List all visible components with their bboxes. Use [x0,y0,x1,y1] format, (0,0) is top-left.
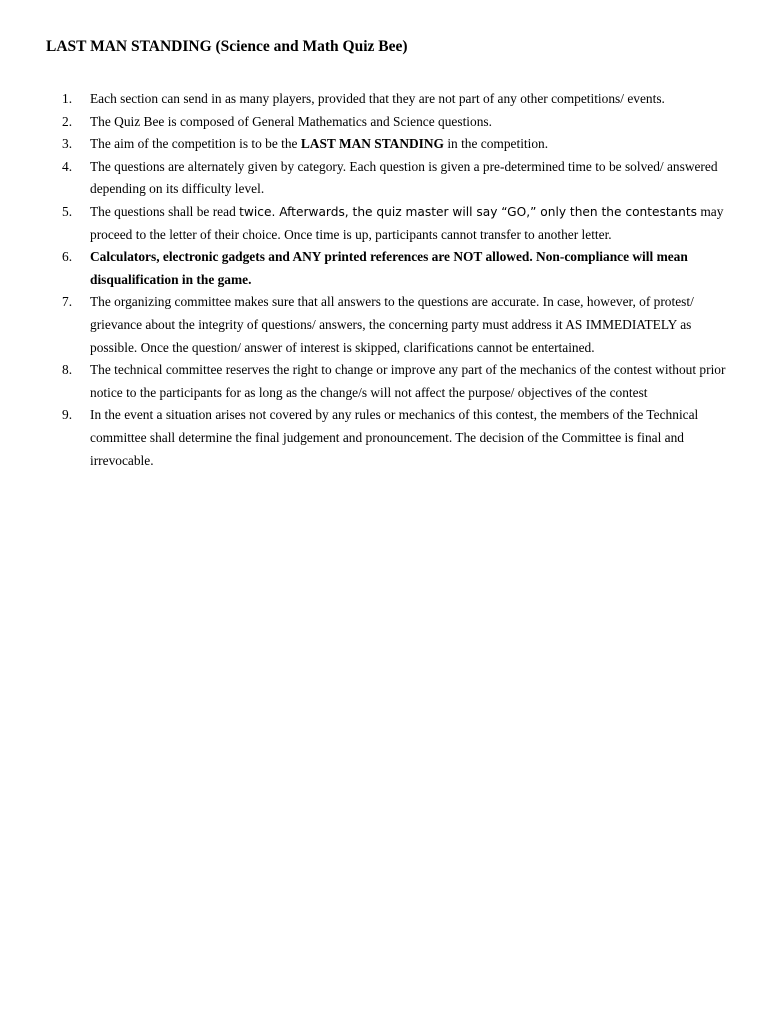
rule-text: The technical committee reserves the right to change or improve any part of the mechanics of the contest without prior notice to the participants for as long as the change/s will not affect the purpose/ objectives of the contest [90,362,726,400]
rule-text: Calculators, electronic gadgets and ANY printed references are NOT allowed. Non-compliance will mean disqualification in the game. [90,249,688,287]
rule-item-6 [62,246,732,291]
rule-text: The Quiz Bee is composed of General Mathematics and Science questions. [90,113,492,129]
rule-item-1 [62,88,732,111]
rule-text: In the event a situation arises not covered by any rules or mechanics of this contest, the members of the Technical committee shall determine the final judgement and pronouncement. The decision of the Committee is final and irrevocable. [90,407,699,468]
rule-number: 4. [62,158,73,174]
rule-number: 9. [62,407,73,423]
rule-text: The organizing committee makes sure that all answers to the questions are accurate. In case, however, of protest/ grievance about the integrity of questions/ answers, the concerning party must address it AS IMMEDIATELY as possible. Once the question/ answer of interest is skipped, clarifications cannot be entertained. [90,294,694,355]
rule-number: 1. [62,91,73,106]
rule-text-alt-font: twice. Afterwards, the quiz master will say “GO,” only then the contestants [239,204,697,219]
rule-number: 3. [62,136,73,152]
rule-text: The questions are alternately given by category. Each question is given a pre-determined time to be solved/ answered depending on its difficulty level. [90,158,718,197]
rule-item-7 [62,291,732,359]
rule-text [90,201,732,246]
rule-item-5 [62,201,732,246]
rule-number: 6. [62,249,73,265]
rule-text [90,133,732,156]
rule-text-after: may proceed to the letter of their choice. Once time is up, participants cannot transfer to another letter. [90,203,724,242]
rule-item-9 [62,404,732,472]
document-title: LAST MAN STANDING (Science and Math Quiz Bee) [46,38,408,55]
rule-number: 2. [62,113,73,129]
rule-number: 8. [62,362,73,378]
rule-item-3 [62,133,732,156]
rule-text-after: in the competition. [443,136,549,152]
rule-item-4 [62,156,732,201]
rule-number: 5. [62,203,73,219]
rule-number: 7. [62,294,73,310]
rule-text-before: The aim of the competition is to be the [90,136,301,152]
rule-text: Each section can send in as many players, provided that they are not part of any other competitions/ events. [90,91,665,106]
rule-item-8 [62,359,732,404]
rule-text-before: The questions shall be read [90,203,240,219]
rule-text-emphasis: LAST MAN STANDING [300,136,444,152]
rule-item-2 [62,111,732,134]
rules-list [62,88,732,472]
